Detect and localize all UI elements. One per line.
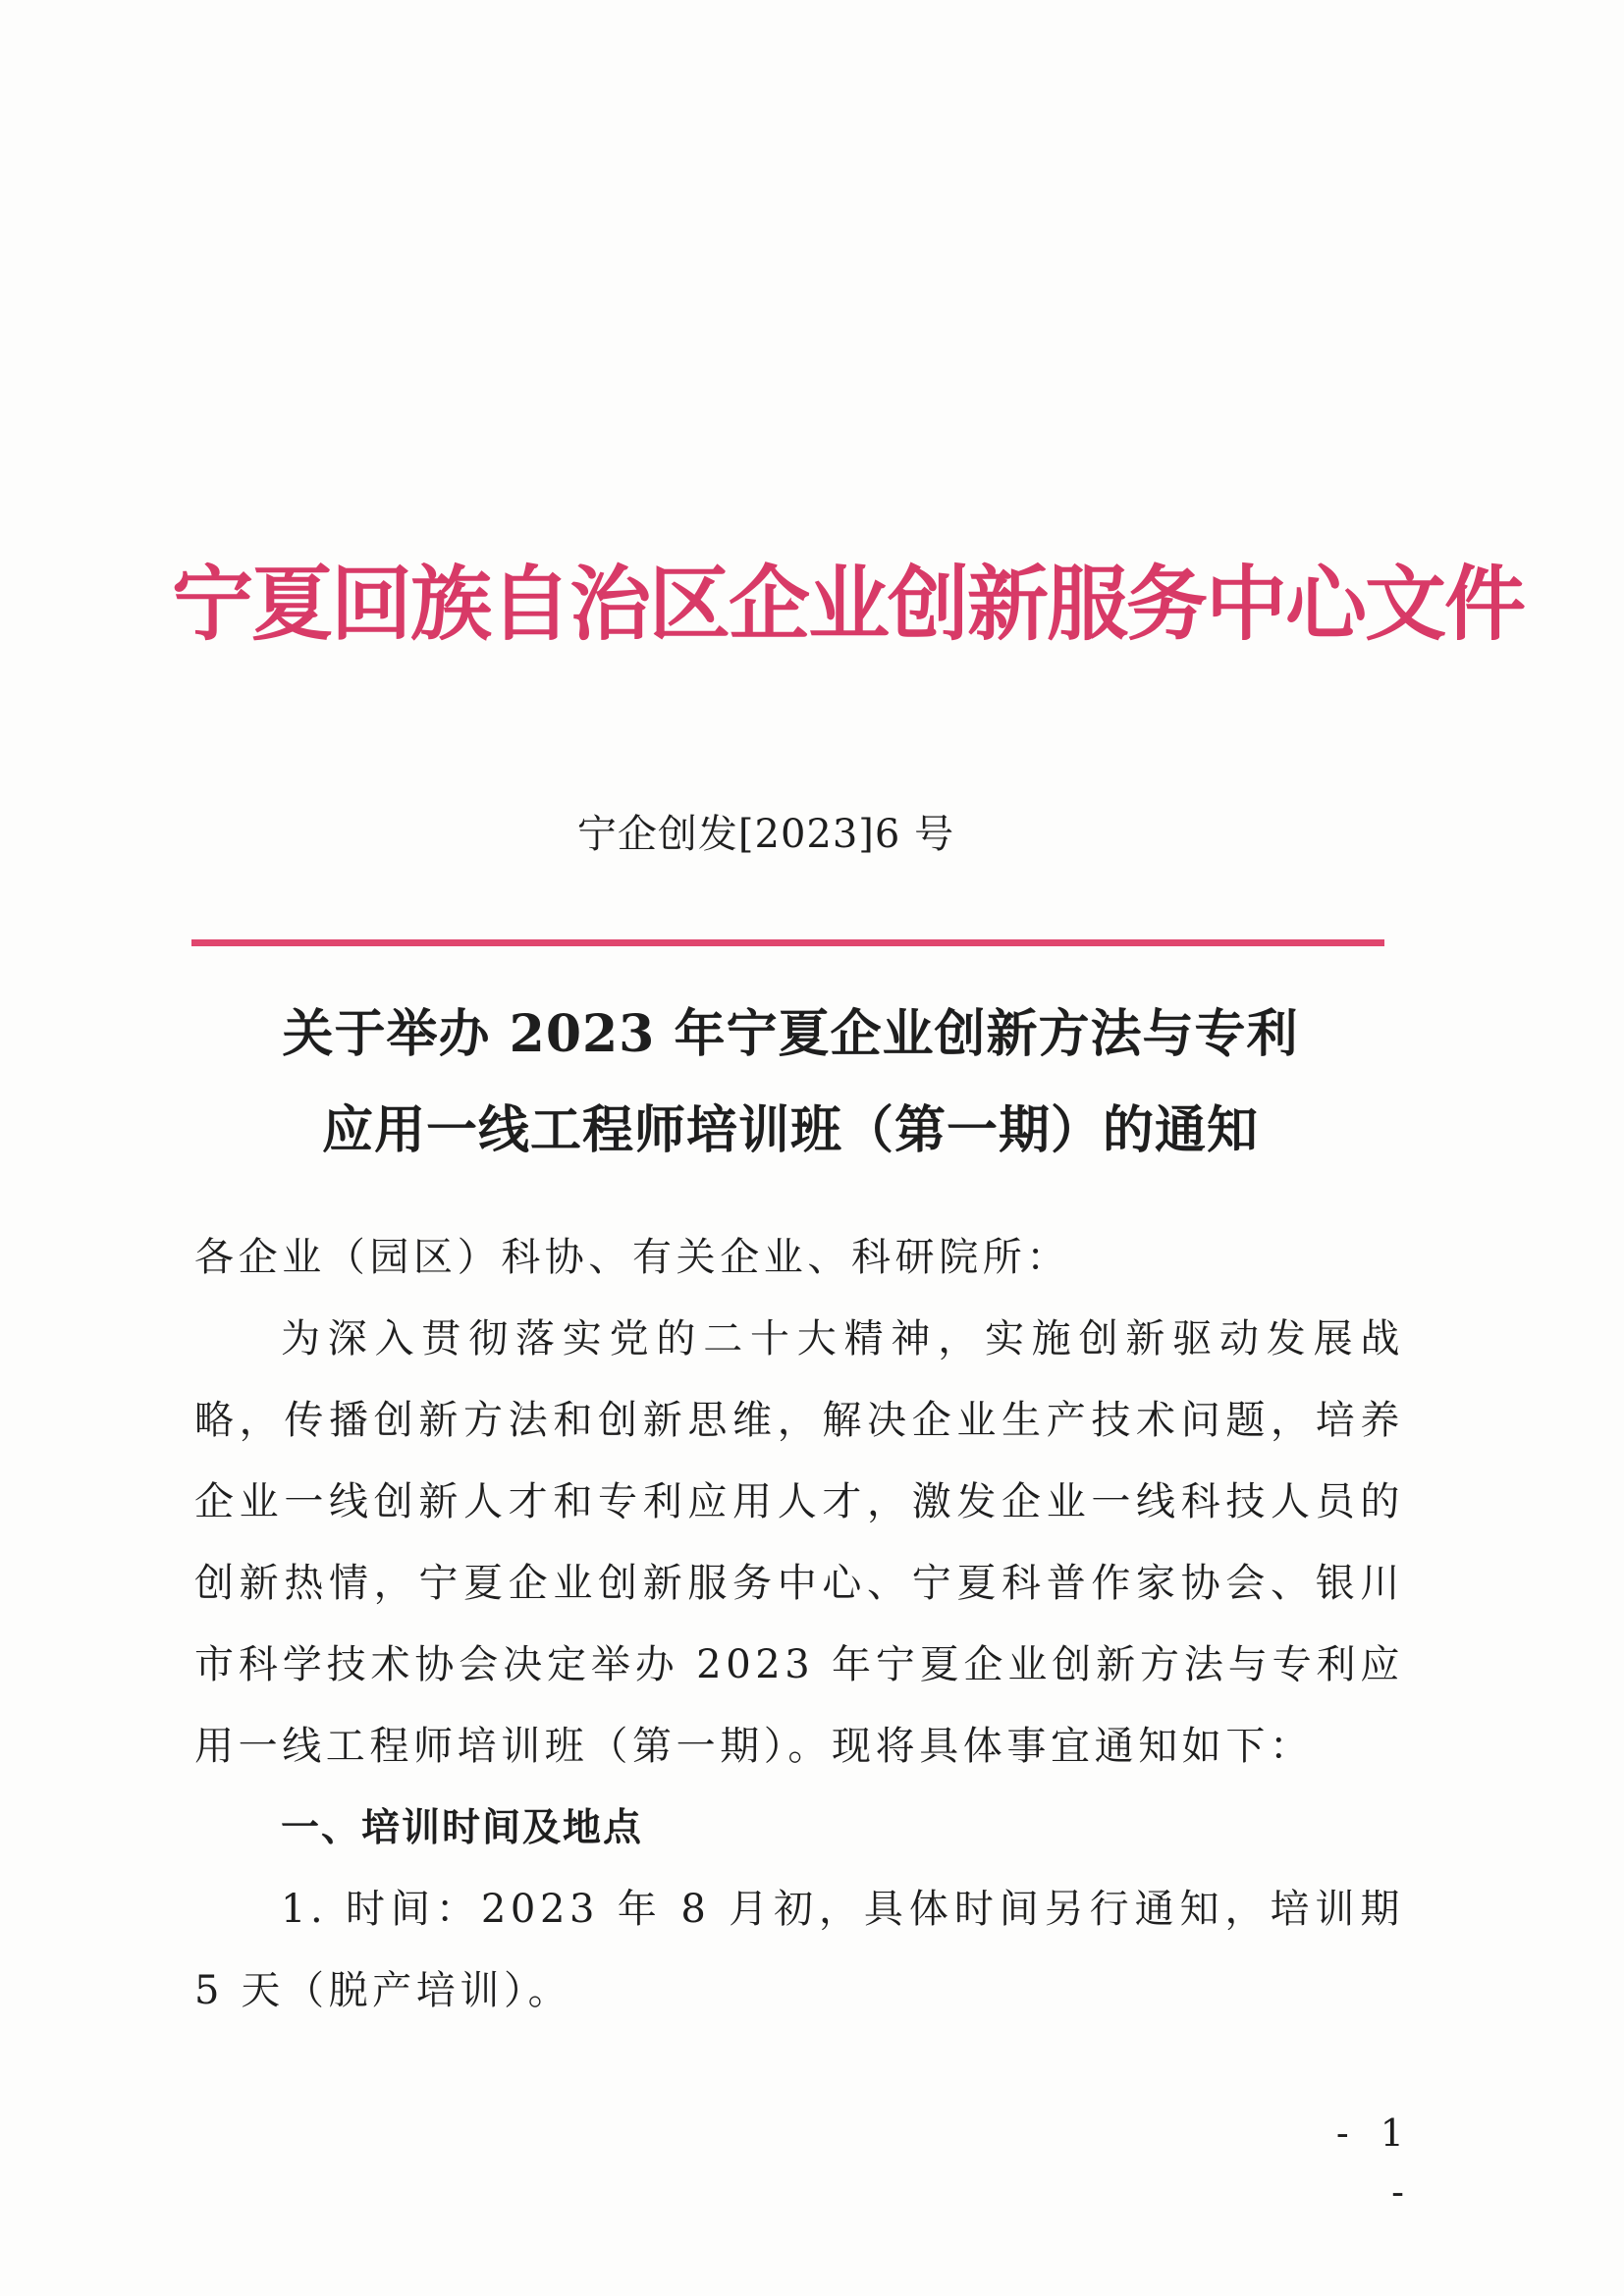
section-heading-time-location: 一、培训时间及地点 (281, 1806, 644, 1850)
document-masthead: 宁夏回族自治区企业创新服务中心文件 (172, 556, 1524, 652)
salutation: 各企业（园区）科协、有关企业、科研院所： (194, 1235, 1070, 1280)
page-number: - 1 - (1335, 2111, 1414, 2214)
item-time: 1. 时间：2023 年 8 月初，具体时间另行通知，培训期 5 天（脱产培训）。 (194, 1887, 1404, 2013)
document-number: 宁企创发[2023]6 号 (576, 812, 955, 857)
intro-paragraph: 为深入贯彻落实党的二十大精神，实施创新驱动发展战略，传播创新方法和创新思维，解决企业生产技术问题，培养企业一线创新人才和专利应用人才，激发企业一线科技人员的创新热情，宁夏企业创新服务中心、宁夏科普作家协会、银川市科学技术协会决定举办 2023 年宁夏企业创新方法与专利应用一线工程师培训班（第一期）。现将具体事宜通知如下： (194, 1316, 1404, 1769)
notice-title-line-1: 关于举办 2023 年宁夏企业创新方法与专利 (282, 1004, 1299, 1064)
red-divider-rule (191, 939, 1384, 946)
notice-title (196, 987, 1384, 1179)
notice-body (194, 1217, 1404, 2032)
notice-title-line-2: 应用一线工程师培训班（第一期）的通知 (321, 1100, 1259, 1160)
